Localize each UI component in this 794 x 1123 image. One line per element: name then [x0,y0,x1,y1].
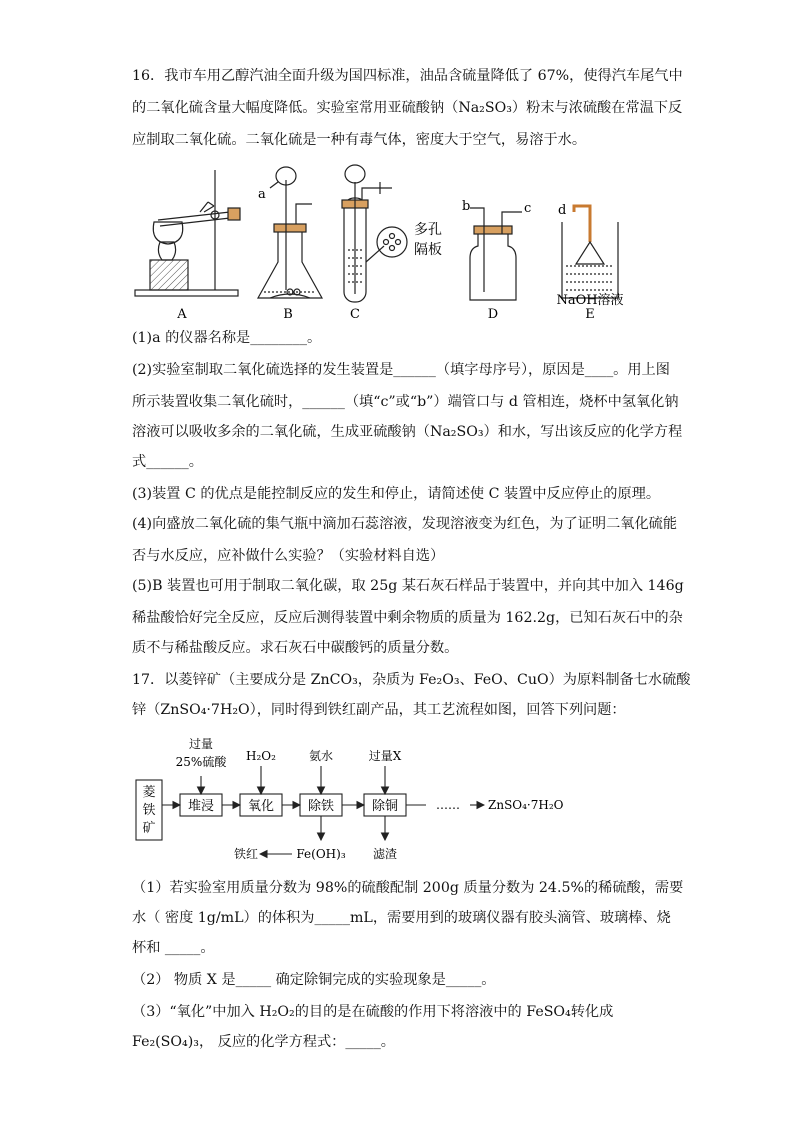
apparatus-b [258,167,322,298]
raw-2: 铁 [142,803,156,818]
step-2: 氧化 [247,799,275,814]
q16-line-6: (3)装置 C 的优点是能控制反应的发生和停止，请简述使 C 装置中反应停止的原理。 [132,486,661,502]
step-1: 堆浸 [187,799,215,814]
q16-line-5: 式______。 [132,454,203,470]
q16-intro-1: 16．我市车用乙醇汽油全面升级为国四标准，油品含硫量降低了 67%，使得汽车尾气中 [132,68,683,84]
byproduct-1: 铁红 [233,847,259,861]
apparatus-c [342,165,407,302]
q16-line-3: 所示装置收集二氧化硫时，______（填“c”或“b”）端管口与 d 管相连，烧杯中氢氧化钠 [132,394,679,410]
q16-line-9: (5)B 装置也可用于制取二氧化碳，取 25g 某石灰石样品于装置中，并向其中加入 146g [132,578,684,594]
reagent-2: H₂O₂ [246,749,276,763]
porous-plate-1: 多孔 [414,222,442,238]
reagent-3: 氨水 [308,749,334,763]
tag-c: c [524,201,532,216]
q17-line-3: 杯和 _____。 [132,940,215,956]
label-d: D [487,307,499,322]
q17-line-1: （1）若实验室用质量分数为 98%的硫酸配制 200g 质量分数为 24.5%的稀硫酸，需要 [132,880,684,896]
label-b: B [283,307,293,322]
tag-b: b [462,199,471,214]
q17-intro-1: 17．以菱锌矿（主要成分是 ZnCO₃，杂质为 Fe₂O₃、FeO、CuO）为原料制备七水硫酸 [132,672,691,688]
reagent-4: 过量X [368,749,402,763]
raw-1: 菱 [142,785,156,800]
q16-intro-3: 应制取二氧化硫。二氧化硫是一种有毒气体，密度大于空气，易溶于水。 [132,132,587,148]
reagent-1a: 过量 [188,737,214,751]
step-4: 除铜 [371,799,399,814]
raw-3: 矿 [142,821,156,836]
apparatus-a [135,170,240,296]
apparatus-e [562,206,618,298]
q16-intro-2: 的二氧化硫含量大幅度降低。实验室常用亚硫酸钠（Na₂SO₃）粉末与浓硫酸在常温下反 [132,100,683,116]
q16-line-7: (4)向盛放二氧化硫的集气瓶中滴加石蕊溶液，发现溶液变为红色，为了证明二氧化硫能 [132,516,678,532]
q17-line-6: Fe₂(SO₄)₃， 反应的化学方程式：_____。 [132,1034,395,1050]
label-a: A [177,307,187,322]
q16-line-8: 否与水反应，应补做什么实验？（实验材料自选） [132,548,445,564]
q17-line-2: 水（ 密度 1g/mL）的体积为_____mL，需要用到的玻璃仪器有胶头滴管、玻璃棒、烧 [132,910,671,926]
porous-plate-2: 隔板 [414,242,442,258]
apparatus-figure [130,162,650,322]
tag-a: a [258,187,266,202]
flow-dots: …… [436,798,460,812]
q17-line-5: （3）“氧化”中加入 H₂O₂的目的是在硫酸的作用下将溶液中的 FeSO₄转化成 [132,1004,614,1020]
q17-intro-2: 锌（ZnSO₄·7H₂O），同时得到铁红副产品，其工艺流程如图，回答下列问题： [132,702,626,718]
q16-line-4: 溶液可以吸收多余的二氧化硫，生成亚硫酸钠（Na₂SO₃）和水，写出该反应的化学方程 [132,424,683,440]
q17-line-4: （2） 物质 X 是_____ 确定除铜完成的实验现象是_____。 [132,972,496,988]
q16-line-10: 稀盐酸恰好完全反应，反应后测得装置中剩余物质的质量为 162.2g，已知石灰石中的杂 [132,610,683,626]
step-3: 除铁 [307,799,335,814]
byproduct-3: 滤渣 [372,847,398,861]
label-c: C [350,307,360,322]
naoh-label: NaOH溶液 [556,293,624,308]
q16-line-1: (1)a 的仪器名称是________。 [132,330,322,346]
q16-line-11: 质不与稀盐酸反应。求石灰石中碳酸钙的质量分数。 [132,640,459,656]
label-e: E [585,307,595,322]
flow-product: ZnSO₄·7H₂O [488,798,564,812]
apparatus-d [470,208,522,300]
tag-d: d [558,203,567,218]
reagent-1b: 25%硫酸 [175,755,227,769]
process-flow [132,728,572,868]
q16-line-2: (2)实验室制取二氧化硫选择的发生装置是______（填字母序号），原因是____。用上图 [132,362,670,378]
byproduct-2: Fe(OH)₃ [296,847,346,861]
